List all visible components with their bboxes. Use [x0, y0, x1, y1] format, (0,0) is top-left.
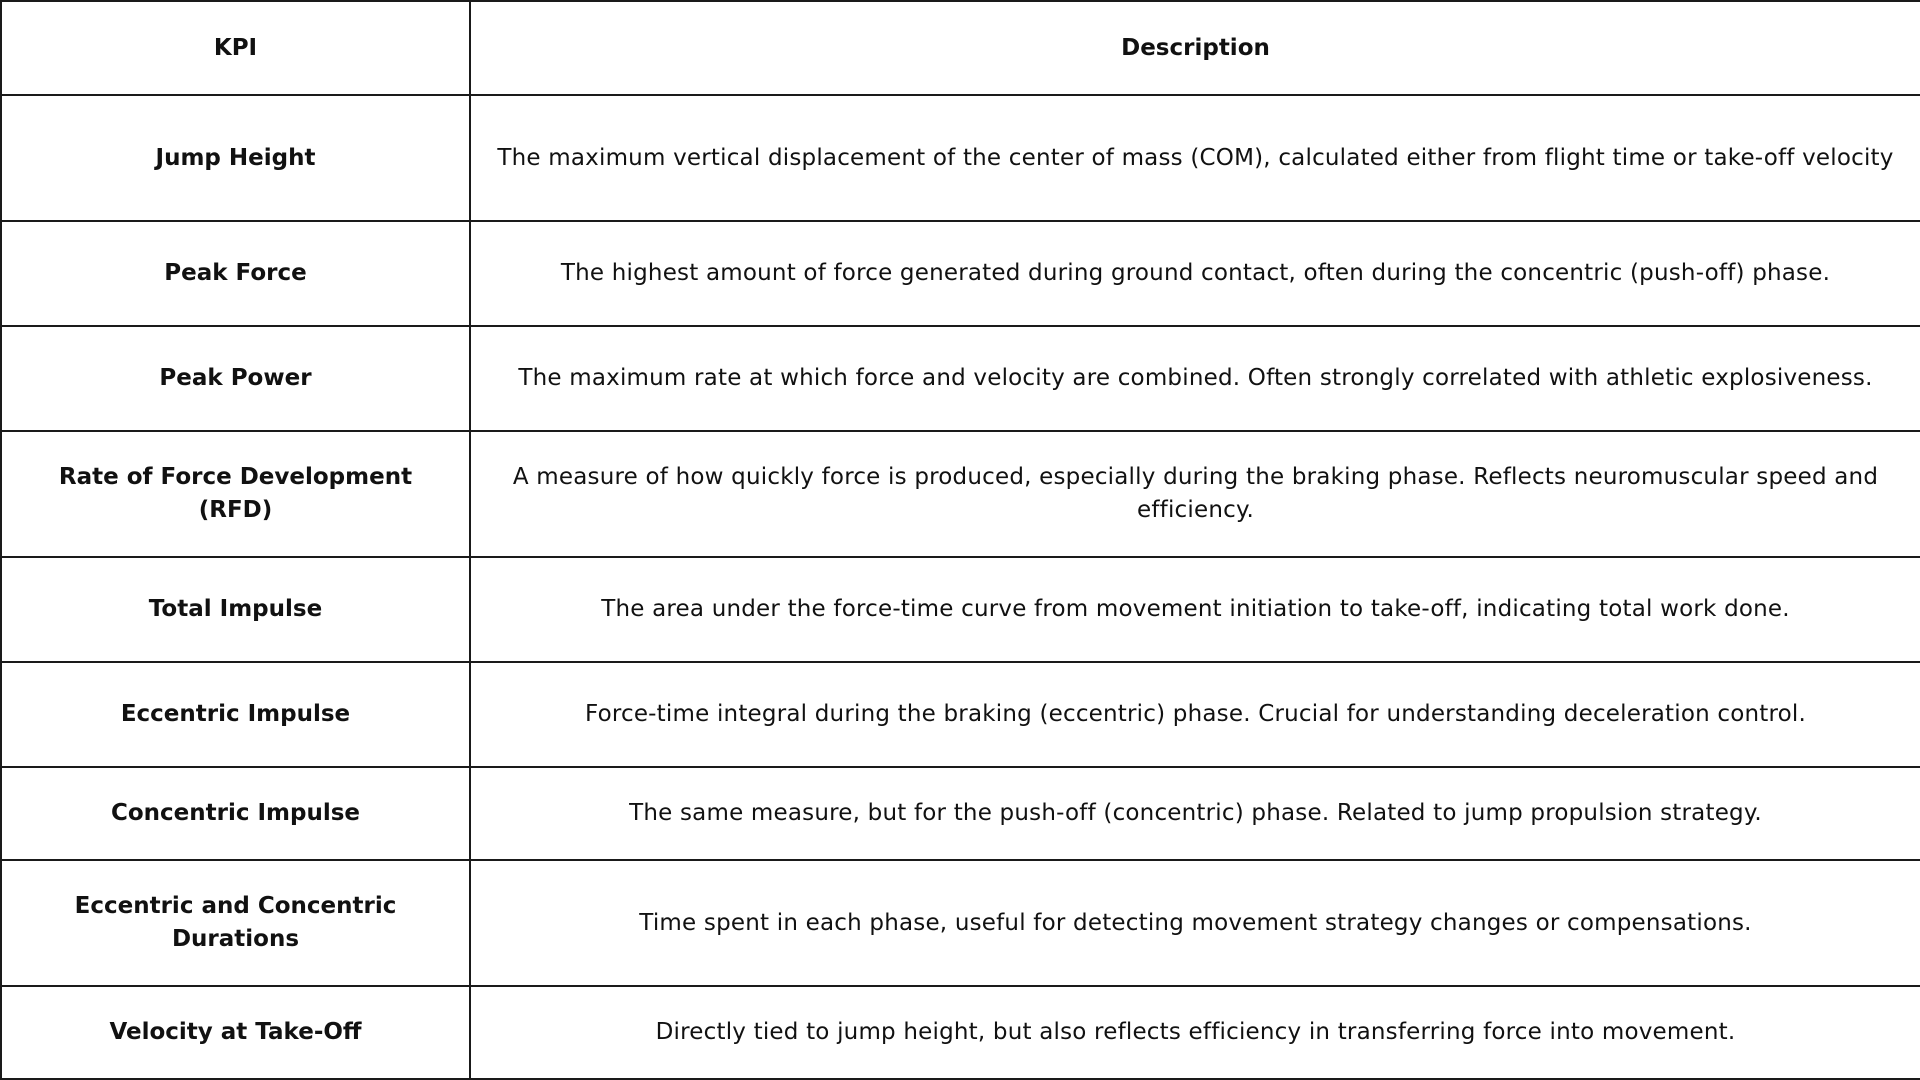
column-header-kpi: KPI [1, 1, 470, 95]
table-row [1, 662, 1920, 767]
kpi-cell: Peak Power [1, 326, 470, 431]
description-cell: The area under the force-time curve from movement initiation to take-off, indicating total work done. [470, 557, 1920, 662]
description-cell: The same measure, but for the push-off (concentric) phase. Related to jump propulsion strategy. [470, 767, 1920, 860]
kpi-cell: Concentric Impulse [1, 767, 470, 860]
description-cell: Directly tied to jump height, but also reflects efficiency in transferring force into movement. [470, 986, 1920, 1079]
table-row [1, 431, 1920, 557]
kpi-cell: Jump Height [1, 95, 470, 221]
kpi-cell: Peak Force [1, 221, 470, 326]
table-row [1, 557, 1920, 662]
table-row [1, 221, 1920, 326]
table-row [1, 986, 1920, 1079]
kpi-cell: Rate of Force Development (RFD) [1, 431, 470, 557]
kpi-cell: Eccentric Impulse [1, 662, 470, 767]
table-row [1, 860, 1920, 986]
table-row [1, 326, 1920, 431]
table-row [1, 767, 1920, 860]
description-cell: Force-time integral during the braking (eccentric) phase. Crucial for understanding deceleration control. [470, 662, 1920, 767]
table-row [1, 95, 1920, 221]
description-cell: A measure of how quickly force is produced, especially during the braking phase. Reflects neuromuscular speed and efficiency. [470, 431, 1920, 557]
description-cell: Time spent in each phase, useful for detecting movement strategy changes or compensations. [470, 860, 1920, 986]
description-cell: The highest amount of force generated during ground contact, often during the concentric (push-off) phase. [470, 221, 1920, 326]
column-header-description: Description [470, 1, 1920, 95]
kpi-cell: Total Impulse [1, 557, 470, 662]
description-cell: The maximum rate at which force and velocity are combined. Often strongly correlated with athletic explosiveness. [470, 326, 1920, 431]
kpi-cell: Velocity at Take-Off [1, 986, 470, 1079]
kpi-cell: Eccentric and Concentric Durations [1, 860, 470, 986]
table-header-row [1, 1, 1920, 95]
description-cell: The maximum vertical displacement of the center of mass (COM), calculated either from flight time or take-off velocity [470, 95, 1920, 221]
